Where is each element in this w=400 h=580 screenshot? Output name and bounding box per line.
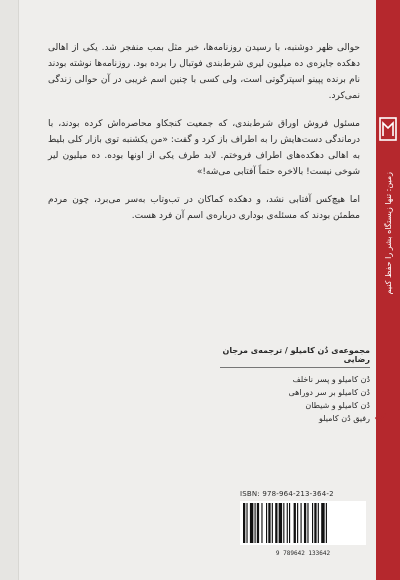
check-mark-icon — [375, 413, 386, 423]
publisher-logo-icon — [378, 116, 398, 142]
series-item-1: دُن کامیلو و پسر ناخلف — [292, 375, 370, 384]
isbn-label: ISBN: 978-964-213-364-2 — [240, 490, 334, 498]
synopsis-text — [48, 40, 360, 236]
red-side-bar — [376, 0, 400, 580]
synopsis-paragraph-2: مسئول فروش اوراق شرط‌بندی، که جمعیت کنجکاو محاصره‌اش کرده بودند، با درماندگی دست‌هایش را به اطراف باز کرد و گفت: «من یکشنبه توی بازار کلی بلیط به اهالی دهکده‌های اطراف فروختم. لابد طرف یکی از اونها بوده. ده میلیون لیر شوخی نیست! بالاخره حتماً آفتابی می‌شه!» — [48, 119, 360, 177]
barcode-block — [240, 490, 366, 557]
series-item-4: رفیق دُن کامیلو — [220, 412, 370, 425]
environment-slogan: زمین: تنها زیستگاه بشر را حفظ کنیم — [383, 172, 393, 295]
series-title: مجموعه‌ی دُن کامیلو / ترجمه‌ی مرجان رضایی — [220, 346, 370, 368]
series-item-3: دُن کامیلو و شیطان — [305, 401, 370, 410]
synopsis-paragraph-1: حوالی ظهر دوشنبه، با رسیدن روزنامه‌ها، خبر مثل بمب منفجر شد. یکی از اهالی دهکده جایزه‌ی ده میلیون لیری شرط‌بندی فوتبال را برده بود. روزنامه‌ها نوشته بودند نام برنده پپینو اسپترگوتی است، ولی کسی با چنین اسم غریبی در آن حوالی زندگی نمی‌کرد. — [48, 43, 360, 101]
barcode-image — [240, 501, 366, 545]
synopsis-paragraph-3: اما هیچ‌کس آفتابی نشد، و دهکده کماکان در تب‌وتاب به‌سر می‌برد، چون مردم مطمئن بودند که مسئله‌ی بوداری درباره‌ی اسم آن فرد هست. — [48, 195, 360, 221]
spine-edge — [0, 0, 19, 580]
series-item-2: دُن کامیلو بر سر دوراهی — [288, 388, 370, 397]
barcode-digits: 9 789642 133642 — [275, 550, 331, 557]
series-list — [220, 346, 370, 425]
